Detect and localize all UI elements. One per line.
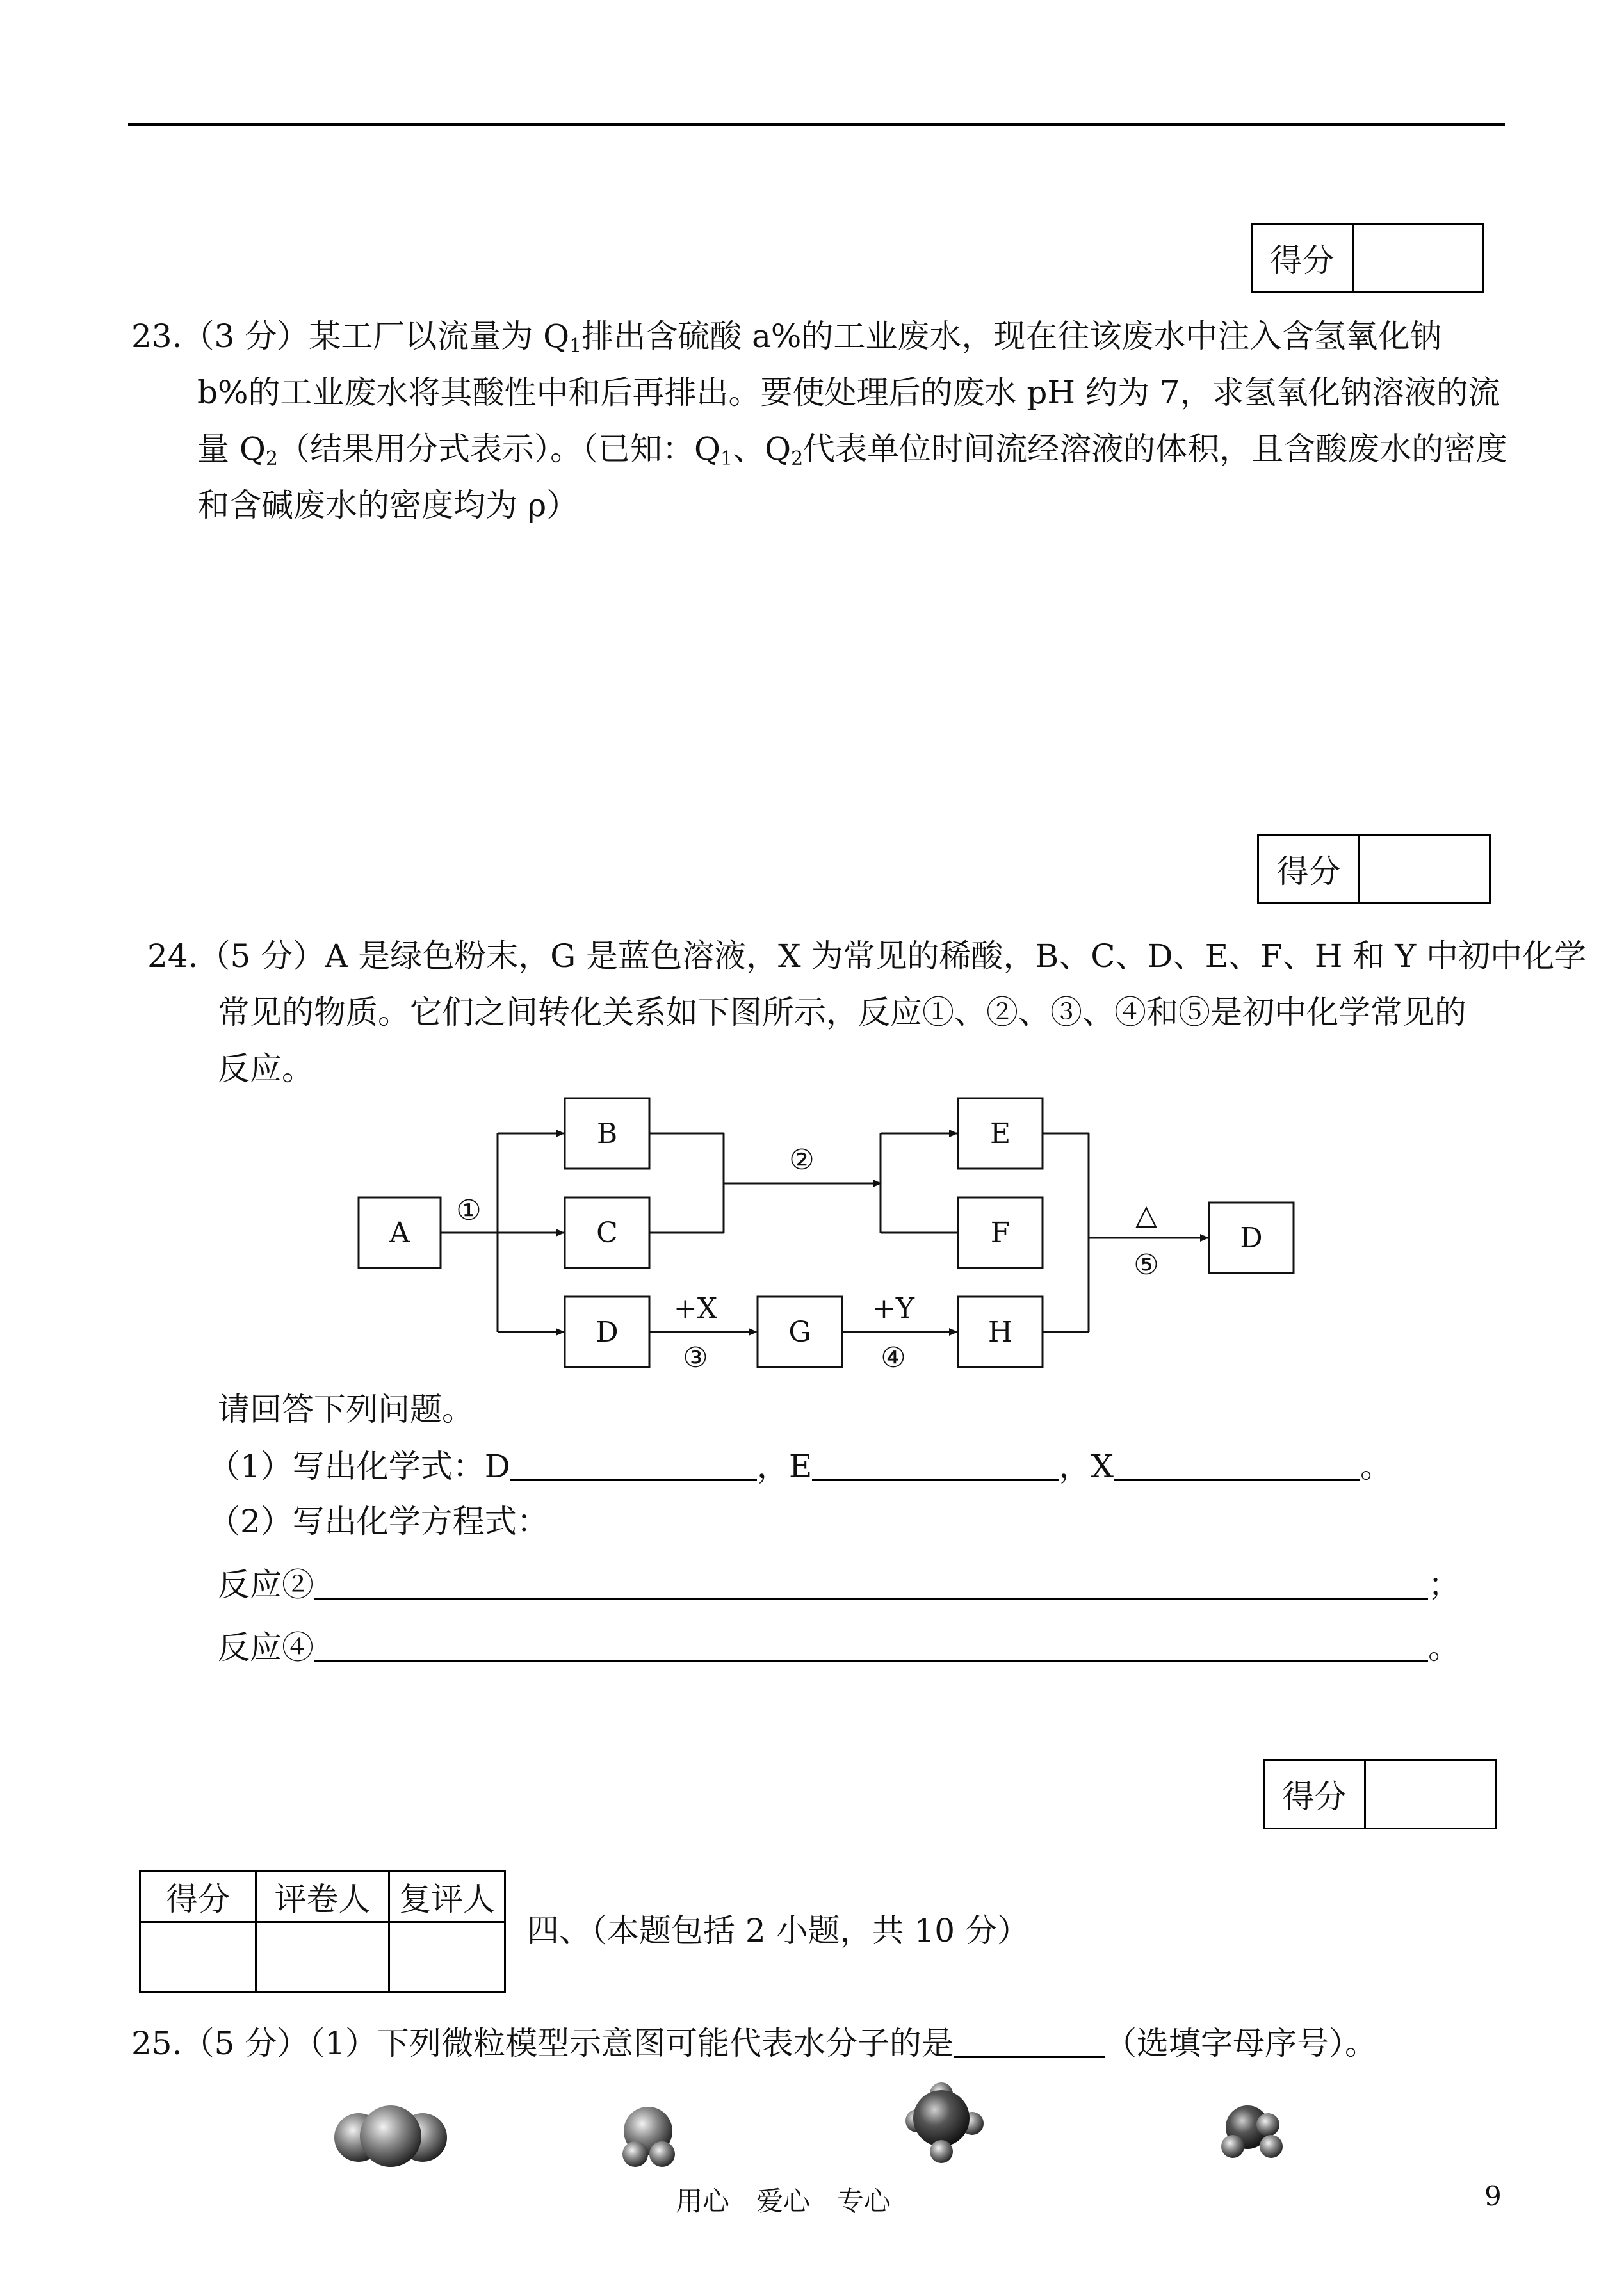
node-d2-label: D [1240,1222,1263,1254]
q24-part2: （2）写出化学方程式： [208,1503,549,1540]
grader-header-grader: 评卷人 [256,1871,389,1922]
q23-line3: 量 $Q_2$（结果用分式表示）。（已知：$Q_1$、$Q_2$代表单位时间流经溶液的体积，且含酸废水的密度 [197,430,1508,470]
q24-line2: 常见的物质。它们之间转化关系如下图所示，反应①、②、③、④和⑤是初中化学常见的 [218,994,1466,1031]
q23-line1: 23.（3 分）某工厂以流量为 $Q_1$排出含硫酸 a%的工业废水，现在往该废水中注入含氢氧化钠 [131,318,1442,357]
node-f-label: F [990,1217,1011,1249]
q24-part1: （1）写出化学式：D ，E ，X 。 [208,1439,1392,1494]
reaction-5-label: ⑤ [1133,1249,1159,1281]
plus-x-label: +X [673,1292,718,1325]
q24-eq2: 反应② ； [218,1557,1460,1612]
q23-line2: b%的工业废水将其酸性中和后再排出。要使处理后的废水 pH 约为 7，求氢氧化钠溶液的流 [197,374,1500,411]
molecule-b-icon[interactable] [622,2107,675,2167]
node-e-label: E [989,1117,1011,1150]
q24-line1: 24.（5 分）A 是绿色粉末，G 是蓝色溶液，X 为常见的稀酸，B、C、D、E、F、H 和 Y 中初中化学 [147,937,1587,975]
score-label: 得分 [1265,1761,1366,1828]
node-b-label: B [596,1117,618,1150]
q24-line3: 反应。 [218,1050,314,1087]
node-g-label: G [788,1316,811,1349]
plus-y-label: +Y [872,1292,914,1325]
molecule-c-icon[interactable] [905,2082,984,2163]
grader-header-score: 得分 [140,1871,256,1922]
molecule-d-icon[interactable] [1221,2105,1283,2158]
reaction-4-label: ④ [881,1342,906,1374]
page-number: 9 [1484,2180,1502,2212]
node-h-label: H [987,1316,1013,1349]
grader-header-reviewer: 复评人 [389,1871,505,1922]
q24-eq4: 反应④ 。 [218,1620,1460,1675]
node-a-label: A [389,1217,410,1249]
heat-symbol: △ [1135,1199,1157,1231]
node-d1-label: D [596,1316,619,1349]
reaction-2-label: ② [789,1144,815,1176]
q24-prompt: 请回答下列问题。 [218,1391,474,1428]
q25-line: 25.（5 分）（1）下列微粒模型示意图可能代表水分子的是 （选填字母序号）。 [131,2016,1377,2071]
section-4-heading: 四、（本题包括 2 小题，共 10 分） [527,1912,1030,1949]
footer-motto: 用心 爱心 专心 [676,2186,891,2217]
score-label: 得分 [1253,225,1354,291]
reaction-1-label: ① [456,1194,482,1227]
node-c-label: C [596,1217,618,1249]
score-label: 得分 [1259,836,1360,902]
q23-line4: 和含碱废水的密度均为 ρ） [197,487,579,524]
reaction-3-label: ③ [683,1342,708,1374]
molecule-a-icon[interactable] [334,2105,447,2167]
